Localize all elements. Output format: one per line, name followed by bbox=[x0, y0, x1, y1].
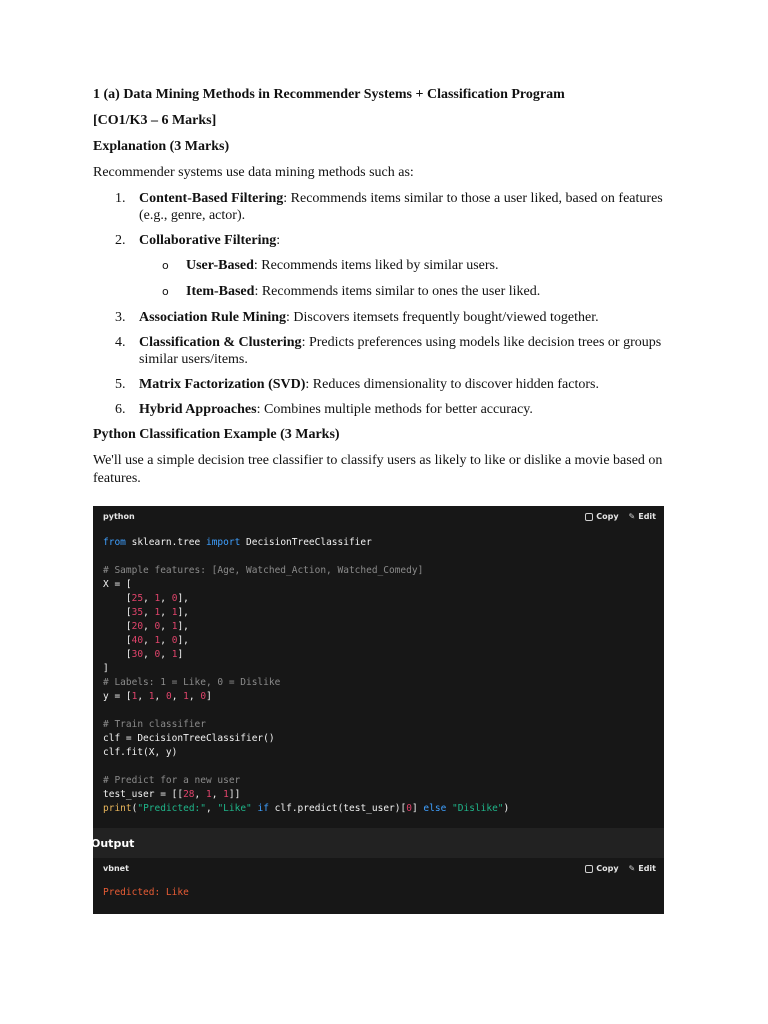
bullet-icon: o bbox=[162, 259, 169, 272]
edit-button[interactable]: ✎ Edit bbox=[628, 864, 656, 873]
code-line bbox=[103, 704, 509, 718]
python-heading: Python Classification Example (3 Marks) bbox=[93, 427, 340, 442]
section-heading: 1 (a) Data Mining Methods in Recommender Systems + Classification Program bbox=[93, 87, 565, 102]
marks-label: [CO1/K3 – 6 Marks] bbox=[93, 113, 217, 128]
code-line: clf = DecisionTreeClassifier() bbox=[103, 733, 275, 744]
list-item: 1. Content-Based Filtering: Recommends items similar to those a user liked, based on features (e.g., genre, actor). bbox=[115, 191, 663, 223]
list-item: 2. Collaborative Filtering: bbox=[115, 233, 281, 248]
python-intro: We'll use a simple decision tree classifier to classify users as likely to like or dislike a movie based on features. bbox=[93, 453, 663, 486]
item-term: Association Rule Mining bbox=[139, 310, 287, 325]
item-text: : Reduces dimensionality to discover hidden factors. bbox=[305, 377, 599, 392]
code-line: [35, 1, 1], bbox=[103, 607, 189, 618]
code-line: # Predict for a new user bbox=[103, 775, 241, 786]
list-item: 4. Classification & Clustering: Predicts preferences using models like decision trees or groups similar users/items. bbox=[115, 335, 662, 367]
document-body bbox=[93, 86, 673, 488]
item-text: : Discovers itemsets frequently bought/viewed together. bbox=[286, 310, 599, 325]
output-actions bbox=[585, 864, 656, 873]
item-text: : Recommends items similar to those a user liked, based on features (e.g., genre, actor). bbox=[139, 191, 663, 223]
item-term: User-Based bbox=[186, 258, 254, 273]
item-term: Item-Based bbox=[186, 284, 255, 299]
code-language-label: python bbox=[103, 512, 135, 521]
item-text: : Predicts preferences using models like decision trees or groups similar users/items. bbox=[139, 335, 662, 367]
item-text: : bbox=[276, 233, 281, 248]
code-line bbox=[103, 550, 509, 564]
edit-button[interactable]: ✎ Edit bbox=[628, 512, 656, 521]
output-title: Output bbox=[91, 837, 135, 850]
methods-list bbox=[93, 190, 673, 418]
code-line: # Labels: 1 = Like, 0 = Dislike bbox=[103, 677, 281, 688]
code-line: [40, 1, 0], bbox=[103, 635, 189, 646]
list-item: 5. Matrix Factorization (SVD): Reduces dimensionality to discover hidden factors. bbox=[115, 377, 599, 392]
code-line: clf.fit(X, y) bbox=[103, 747, 178, 758]
output-bar bbox=[93, 828, 664, 858]
code-line: print("Predicted:", "Like" if clf.predict(test_user)[0] else "Dislike") bbox=[103, 803, 510, 814]
item-term: Collaborative Filtering bbox=[139, 233, 277, 248]
bullet-icon: o bbox=[162, 285, 169, 298]
sub-list-item bbox=[93, 283, 673, 300]
output-language-label: vbnet bbox=[103, 864, 129, 873]
code-line: ] bbox=[103, 663, 109, 674]
code-line: # Train classifier bbox=[103, 719, 206, 730]
item-term: Classification & Clustering bbox=[139, 335, 302, 350]
copy-button[interactable]: Copy bbox=[585, 864, 618, 873]
item-text: : Recommends items liked by similar users. bbox=[253, 258, 499, 273]
pencil-icon: ✎ bbox=[628, 864, 636, 873]
intro-text: Recommender systems use data mining methods such as: bbox=[93, 165, 414, 180]
code-line: # Sample features: [Age, Watched_Action, Watched_Comedy] bbox=[103, 565, 424, 576]
copy-button[interactable]: Copy bbox=[585, 512, 618, 521]
code-block bbox=[93, 506, 664, 914]
code-actions bbox=[585, 512, 656, 521]
sub-list-item bbox=[93, 257, 673, 274]
item-term: Matrix Factorization (SVD) bbox=[139, 377, 306, 392]
code-line: [20, 0, 1], bbox=[103, 621, 189, 632]
pencil-icon: ✎ bbox=[628, 512, 636, 521]
item-text: : Recommends items similar to ones the user liked. bbox=[254, 284, 541, 299]
item-term: Hybrid Approaches bbox=[139, 402, 257, 417]
code-line: test_user = [[28, 1, 1]] bbox=[103, 789, 241, 800]
output-text: Predicted: Like bbox=[103, 887, 189, 898]
list-item: 6. Hybrid Approaches: Combines multiple methods for better accuracy. bbox=[115, 402, 533, 417]
copy-icon bbox=[585, 865, 593, 873]
code-line: y = [1, 1, 0, 1, 0] bbox=[103, 691, 212, 702]
item-term: Content-Based Filtering bbox=[139, 191, 284, 206]
explanation-heading: Explanation (3 Marks) bbox=[93, 139, 230, 154]
code-line: [30, 0, 1] bbox=[103, 649, 184, 660]
item-text: : Combines multiple methods for better accuracy. bbox=[256, 402, 533, 417]
list-item: 3. Association Rule Mining: Discovers itemsets frequently bought/viewed together. bbox=[115, 310, 599, 325]
code-line bbox=[103, 760, 509, 774]
code-content bbox=[103, 536, 509, 816]
code-line: from sklearn.tree import DecisionTreeClassifier bbox=[103, 537, 372, 548]
code-line: X = [ bbox=[103, 579, 132, 590]
copy-icon bbox=[585, 513, 593, 521]
code-line: [25, 1, 0], bbox=[103, 593, 189, 604]
